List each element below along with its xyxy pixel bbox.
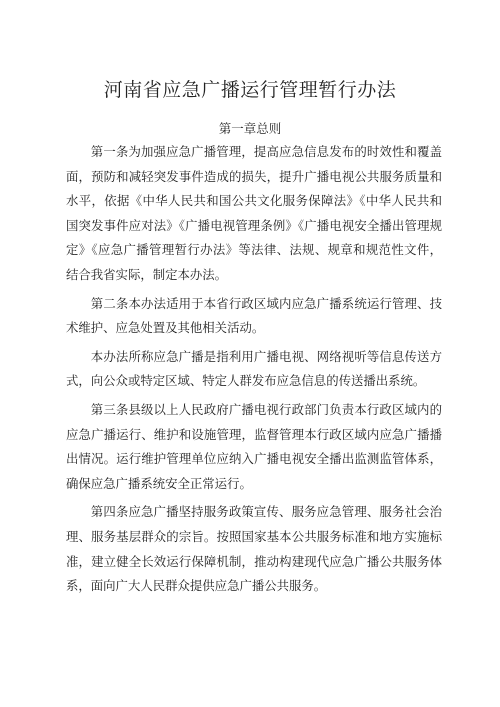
document-title: 河南省应急广播运行管理暂行办法	[103, 78, 397, 101]
chapter-heading: 第一章总则	[218, 121, 282, 136]
document-body	[66, 140, 442, 603]
article-1-paragraph: 第一条为加强应急广播管理，提高应急信息发布的时效性和覆盖面，预防和减轻突发事件造成的损失，提升广播电视公共服务质量和水平，依据《中华人民共和国公共文化服务保障法》《中华人民共和国突发事件应对法》《广播电视管理条例》《广播电视安全播出管理规定》《应急广播管理暂行办法》等法律、法规、规章和规范性文件，结合我省实际，制定本办法。	[66, 144, 442, 282]
article-3-paragraph: 第三条县级以上人民政府广播电视行政部门负责本行政区域内的应急广播运行、维护和设施管理，监督管理本行政区域内应急广播播出情况。运行维护管理单位应纳入广播电视安全播出监测监管体系，确保应急广播系统安全正常运行。	[66, 401, 442, 491]
article-4-paragraph: 第四条应急广播坚持服务政策宣传、服务应急管理、服务社会治理、服务基层群众的宗旨。按照国家基本公共服务标准和地方实施标准，建立健全长效运行保障机制，推动构建现代应急广播公共服务体系，面向广大人民群众提供应急广播公共服务。	[66, 504, 442, 594]
definition-paragraph: 本办法所称应急广播是指利用广播电视、网络视听等信息传送方式，向公众或特定区域、特定人群发布应急信息的传送播出系统。	[66, 348, 442, 389]
article-2-paragraph: 第二条本办法适用于本省行政区域内应急广播系统运行管理、技术维护、应急处置及其他相关活动。	[66, 295, 442, 336]
